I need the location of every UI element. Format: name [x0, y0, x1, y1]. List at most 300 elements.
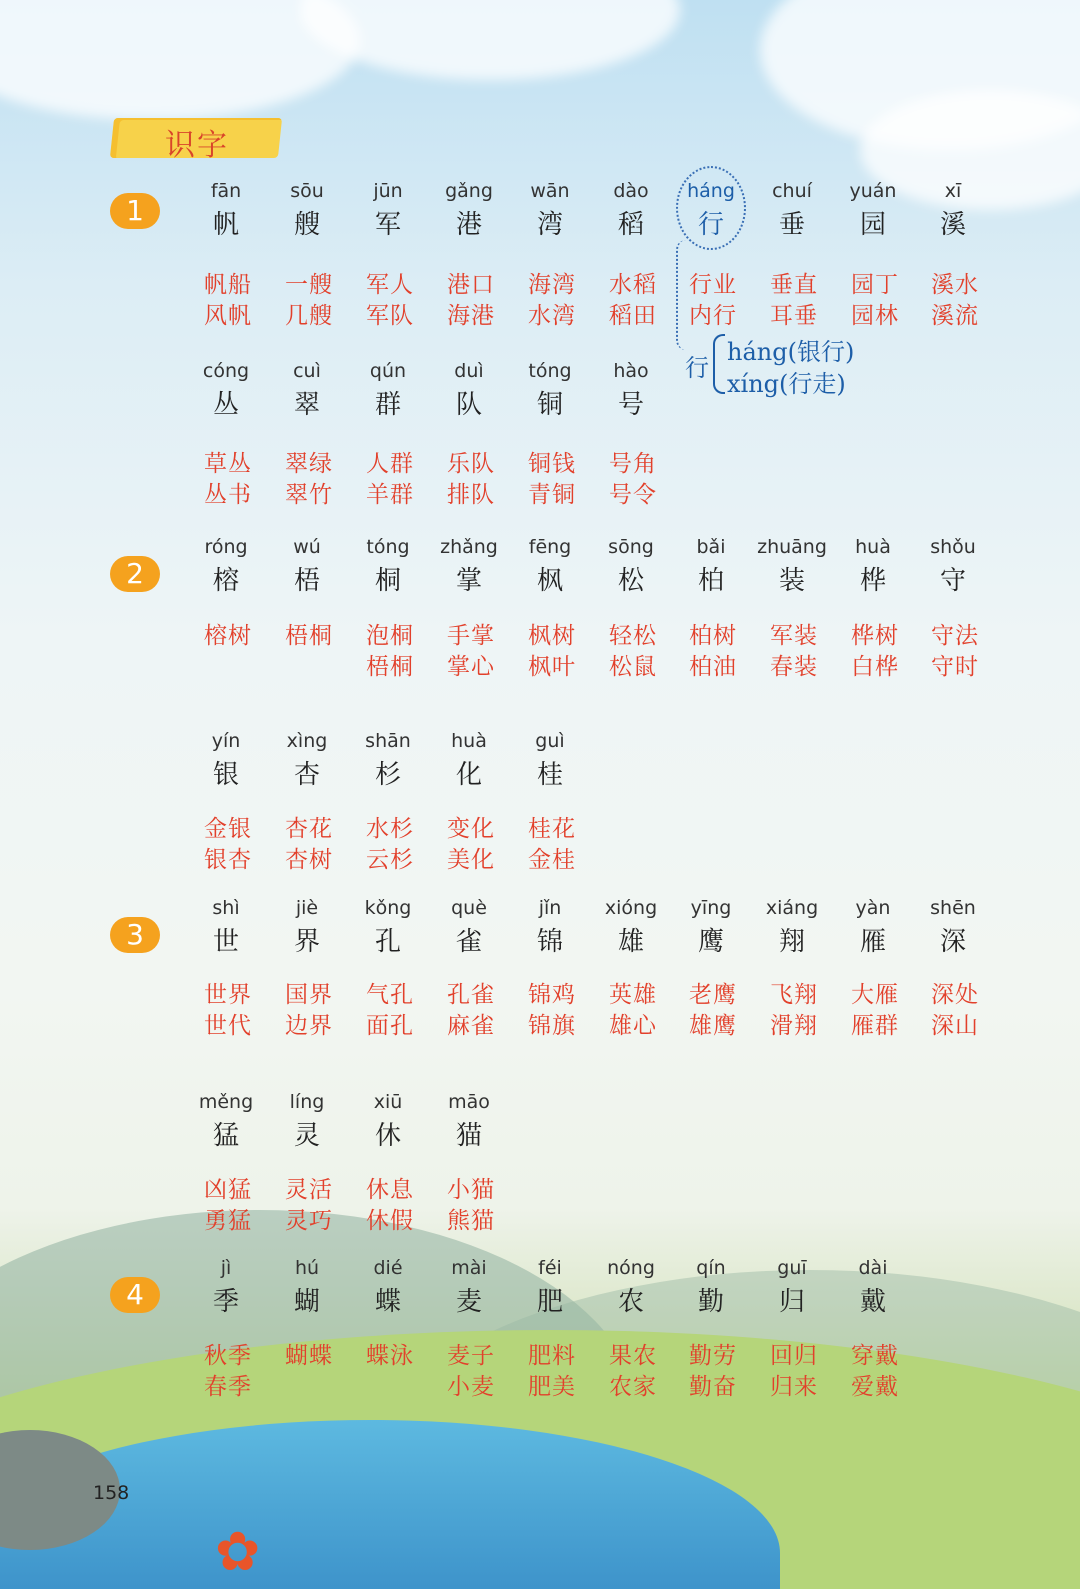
word-2: 云杉 — [366, 847, 414, 873]
word-pair — [512, 814, 592, 876]
word-pair — [512, 621, 592, 683]
word-2: 柏油 — [689, 654, 737, 680]
hanzi: 杏 — [293, 760, 320, 790]
hanzi: 柏 — [697, 566, 724, 596]
pinyin: yīng — [690, 897, 732, 919]
char-cell — [833, 1257, 913, 1318]
word-pair — [269, 1175, 349, 1237]
word-pair — [593, 270, 673, 332]
word-pair — [673, 980, 753, 1042]
word-1: 梧桐 — [285, 623, 333, 649]
word-2: 几艘 — [285, 303, 333, 329]
hanzi: 翠 — [293, 390, 320, 420]
pinyin: sōng — [608, 536, 654, 558]
char-cell — [913, 536, 993, 597]
word-2: 爱戴 — [851, 1374, 899, 1400]
hanzi: 桂 — [536, 760, 563, 790]
word-pair — [188, 814, 268, 876]
pinyin: xī — [944, 180, 962, 202]
hanzi: 号 — [617, 390, 644, 420]
highlight-circle — [676, 166, 746, 250]
word-1: 帆船 — [204, 272, 252, 298]
pinyin: chuí — [772, 180, 812, 202]
hanzi: 雁 — [859, 927, 886, 957]
char-cell — [671, 1257, 751, 1318]
word-2: 梧桐 — [366, 654, 414, 680]
hanzi: 艘 — [293, 210, 320, 240]
hanzi: 军 — [374, 210, 401, 240]
hanzi: 银 — [212, 760, 239, 790]
hanzi: 队 — [455, 390, 482, 420]
word-1: 港口 — [447, 272, 495, 298]
char-cell — [429, 1257, 509, 1318]
char-cell — [833, 897, 913, 958]
word-2: 溪流 — [931, 303, 979, 329]
word-2: 青铜 — [528, 482, 576, 508]
word-1: 锦鸡 — [528, 982, 576, 1008]
word-1: 飞翔 — [770, 982, 818, 1008]
word-pair — [835, 270, 915, 332]
word-2: 肥美 — [528, 1374, 576, 1400]
word-2: 园林 — [851, 303, 899, 329]
char-cell — [186, 360, 266, 421]
word-1: 手掌 — [447, 623, 495, 649]
word-pair — [512, 980, 592, 1042]
word-2: 美化 — [447, 847, 495, 873]
word-pair — [512, 449, 592, 511]
pinyin: bǎi — [696, 536, 726, 558]
word-1: 小猫 — [447, 1177, 495, 1203]
word-pair — [269, 270, 349, 332]
pinyin: shān — [365, 730, 411, 752]
word-1: 草丛 — [204, 451, 252, 477]
pinyin: qún — [369, 360, 407, 382]
char-cell — [348, 897, 428, 958]
word-1: 桂花 — [528, 816, 576, 842]
hanzi: 铜 — [536, 390, 563, 420]
word-pair — [269, 814, 349, 876]
char-cell — [267, 1257, 347, 1318]
char-cell — [186, 536, 266, 597]
word-pair — [754, 980, 834, 1042]
word-2: 熊猫 — [447, 1208, 495, 1234]
char-cell — [752, 1257, 832, 1318]
pinyin: wān — [530, 180, 570, 202]
char-cell — [348, 536, 428, 597]
hanzi: 世 — [212, 927, 239, 957]
word-2: 雁群 — [851, 1013, 899, 1039]
pinyin: hào — [613, 360, 649, 382]
char-cell — [429, 897, 509, 958]
char-cell — [186, 897, 266, 958]
brace-icon — [713, 334, 725, 394]
hanzi: 丛 — [212, 390, 239, 420]
word-2: 边界 — [285, 1013, 333, 1039]
word-1: 垂直 — [770, 272, 818, 298]
pinyin: kǒng — [364, 897, 412, 919]
word-2: 勇猛 — [204, 1208, 252, 1234]
word-1: 桦树 — [851, 623, 899, 649]
word-1: 勤劳 — [689, 1343, 737, 1369]
word-pair — [188, 980, 268, 1042]
word-2: 风帆 — [204, 303, 252, 329]
word-2 — [188, 652, 268, 683]
word-2: 深山 — [931, 1013, 979, 1039]
char-cell — [510, 536, 590, 597]
word-1: 英雄 — [609, 982, 657, 1008]
word-pair — [269, 621, 349, 683]
section-badge: 1 — [110, 193, 160, 229]
word-1: 麦子 — [447, 1343, 495, 1369]
hanzi: 梧 — [293, 566, 320, 596]
word-pair — [269, 1341, 349, 1403]
word-pair — [188, 1175, 268, 1237]
word-pair — [754, 621, 834, 683]
word-1: 行业 — [689, 272, 737, 298]
word-1: 乐队 — [447, 451, 495, 477]
word-1: 园丁 — [851, 272, 899, 298]
word-pair — [431, 814, 511, 876]
pinyin: shì — [212, 897, 240, 919]
word-pair — [835, 1341, 915, 1403]
word-2: 松鼠 — [609, 654, 657, 680]
pinyin: yàn — [855, 897, 891, 919]
hanzi: 守 — [939, 566, 966, 596]
note-reading-1: háng(银行) — [727, 338, 855, 366]
word-pair — [350, 814, 430, 876]
pinyin: gǎng — [445, 180, 493, 202]
hanzi: 湾 — [536, 210, 563, 240]
word-pair — [593, 449, 673, 511]
pinyin: guì — [535, 730, 565, 752]
char-cell — [348, 1257, 428, 1318]
pinyin: měng — [198, 1091, 254, 1113]
pinyin: yín — [211, 730, 241, 752]
word-1: 灵活 — [285, 1177, 333, 1203]
word-pair — [593, 621, 673, 683]
word-2: 海港 — [447, 303, 495, 329]
char-cell — [267, 360, 347, 421]
word-1: 变化 — [447, 816, 495, 842]
char-cell — [671, 536, 751, 597]
word-pair — [188, 449, 268, 511]
section-badge: 3 — [110, 917, 160, 953]
word-1: 军装 — [770, 623, 818, 649]
word-2: 守时 — [931, 654, 979, 680]
pinyin: tóng — [528, 360, 572, 382]
word-1: 人群 — [366, 451, 414, 477]
word-1: 轻松 — [609, 623, 657, 649]
word-1: 老鹰 — [689, 982, 737, 1008]
pinyin: jiè — [295, 897, 319, 919]
word-2: 枫叶 — [528, 654, 576, 680]
word-pair — [188, 1341, 268, 1403]
word-pair — [673, 621, 753, 683]
pinyin: jì — [220, 1257, 232, 1279]
word-2: 滑翔 — [770, 1013, 818, 1039]
word-2: 归来 — [770, 1374, 818, 1400]
word-pair — [431, 270, 511, 332]
section-badge: 4 — [110, 1277, 160, 1313]
word-pair — [835, 980, 915, 1042]
word-1: 穿戴 — [851, 1343, 899, 1369]
hanzi: 垂 — [778, 210, 805, 240]
pinyin: mài — [451, 1257, 487, 1279]
word-1: 号角 — [609, 451, 657, 477]
pinyin: xióng — [604, 897, 658, 919]
word-1: 秋季 — [204, 1343, 252, 1369]
pinyin: duì — [454, 360, 484, 382]
word-1: 肥料 — [528, 1343, 576, 1369]
char-cell — [267, 897, 347, 958]
char-cell — [833, 536, 913, 597]
word-pair — [431, 621, 511, 683]
hanzi: 掌 — [455, 566, 482, 596]
section-badge: 2 — [110, 556, 160, 592]
char-cell — [186, 1091, 266, 1152]
hanzi: 锦 — [536, 927, 563, 957]
hanzi: 桦 — [859, 566, 886, 596]
pinyin: sōu — [290, 180, 324, 202]
word-1: 果农 — [609, 1343, 657, 1369]
word-pair — [754, 1341, 834, 1403]
word-2: 世代 — [204, 1013, 252, 1039]
hanzi: 休 — [374, 1121, 401, 1151]
hanzi: 桐 — [374, 566, 401, 596]
pinyin: dào — [613, 180, 649, 202]
word-pair — [431, 449, 511, 511]
word-2: 耳垂 — [770, 303, 818, 329]
section-title: 识字 — [165, 128, 229, 163]
word-2: 小麦 — [447, 1374, 495, 1400]
pinyin: huà — [451, 730, 487, 752]
hanzi: 归 — [778, 1287, 805, 1317]
char-cell — [510, 180, 590, 241]
hanzi: 行 — [697, 210, 724, 240]
word-1: 柏树 — [689, 623, 737, 649]
char-cell — [510, 360, 590, 421]
word-1: 大雁 — [851, 982, 899, 1008]
word-pair — [431, 980, 511, 1042]
hanzi: 灵 — [293, 1121, 320, 1151]
word-1: 铜钱 — [528, 451, 576, 477]
word-pair — [350, 1175, 430, 1237]
char-cell — [186, 180, 266, 241]
char-cell — [591, 1257, 671, 1318]
hanzi: 群 — [374, 390, 401, 420]
char-cell — [348, 730, 428, 791]
word-pair — [350, 270, 430, 332]
hanzi: 装 — [778, 566, 805, 596]
word-1: 孔雀 — [447, 982, 495, 1008]
word-2: 内行 — [689, 303, 737, 329]
word-2: 勤奋 — [689, 1374, 737, 1400]
word-1: 凶猛 — [204, 1177, 252, 1203]
char-cell — [510, 730, 590, 791]
word-2: 银杏 — [204, 847, 252, 873]
word-2: 春季 — [204, 1374, 252, 1400]
word-1: 深处 — [931, 982, 979, 1008]
pinyin: cóng — [202, 360, 250, 382]
char-cell — [913, 180, 993, 241]
pinyin: xìng — [286, 730, 328, 752]
word-pair — [915, 270, 995, 332]
word-pair — [512, 270, 592, 332]
flower-icon: ✿ — [215, 1520, 261, 1583]
word-1: 金银 — [204, 816, 252, 842]
word-pair — [835, 621, 915, 683]
word-2: 羊群 — [366, 482, 414, 508]
hanzi: 孔 — [374, 927, 401, 957]
word-2: 杏树 — [285, 847, 333, 873]
hanzi: 深 — [939, 927, 966, 957]
pinyin: zhuāng — [757, 536, 827, 558]
word-pair — [350, 980, 430, 1042]
char-cell — [591, 360, 671, 421]
word-pair — [512, 1341, 592, 1403]
dotted-connector — [676, 240, 698, 350]
word-2: 灵巧 — [285, 1208, 333, 1234]
word-2: 号令 — [609, 482, 657, 508]
hanzi: 季 — [212, 1287, 239, 1317]
hanzi: 翔 — [778, 927, 805, 957]
pinyin: fān — [210, 180, 242, 202]
word-pair — [269, 980, 349, 1042]
word-2: 休假 — [366, 1208, 414, 1234]
word-2: 面孔 — [366, 1013, 414, 1039]
word-1: 杏花 — [285, 816, 333, 842]
word-pair — [915, 621, 995, 683]
hanzi: 蝴 — [293, 1287, 320, 1317]
word-pair — [269, 449, 349, 511]
hanzi: 稻 — [617, 210, 644, 240]
pinyin: wú — [293, 536, 321, 558]
pinyin: guī — [777, 1257, 807, 1279]
char-cell — [591, 180, 671, 241]
word-1: 休息 — [366, 1177, 414, 1203]
char-cell — [267, 1091, 347, 1152]
char-cell — [591, 536, 671, 597]
hanzi: 勤 — [697, 1287, 724, 1317]
char-cell — [348, 1091, 428, 1152]
char-cell — [186, 730, 266, 791]
char-cell — [348, 360, 428, 421]
word-2: 丛书 — [204, 482, 252, 508]
pinyin: jǐn — [538, 897, 562, 919]
char-cell — [186, 1257, 266, 1318]
char-cell — [267, 180, 347, 241]
word-2 — [269, 1372, 349, 1403]
word-pair — [350, 449, 430, 511]
hanzi: 榕 — [212, 566, 239, 596]
hanzi: 鹰 — [697, 927, 724, 957]
word-2: 水湾 — [528, 303, 576, 329]
pinyin: zhǎng — [440, 536, 498, 558]
hanzi: 松 — [617, 566, 644, 596]
word-1: 翠绿 — [285, 451, 333, 477]
word-1: 回归 — [770, 1343, 818, 1369]
word-pair — [593, 980, 673, 1042]
hanzi: 农 — [617, 1287, 644, 1317]
hanzi: 猛 — [212, 1121, 239, 1151]
pinyin: tóng — [366, 536, 410, 558]
word-pair — [431, 1175, 511, 1237]
word-2: 锦旗 — [528, 1013, 576, 1039]
pinyin: cuì — [293, 360, 321, 382]
note-reading-2: xíng(行走) — [727, 370, 846, 398]
char-cell — [752, 897, 832, 958]
char-cell — [591, 897, 671, 958]
char-cell — [267, 536, 347, 597]
hanzi: 猫 — [455, 1121, 482, 1151]
word-2: 稻田 — [609, 303, 657, 329]
word-1: 世界 — [204, 982, 252, 1008]
char-cell — [429, 536, 509, 597]
word-pair — [188, 270, 268, 332]
word-1: 溪水 — [931, 272, 979, 298]
word-2: 雄心 — [609, 1013, 657, 1039]
word-2: 农家 — [609, 1374, 657, 1400]
hanzi: 肥 — [536, 1287, 563, 1317]
pinyin: líng — [289, 1091, 325, 1113]
word-2 — [269, 652, 349, 683]
pinyin: shēn — [930, 897, 976, 919]
word-1: 榕树 — [204, 623, 252, 649]
word-pair — [593, 1341, 673, 1403]
word-2 — [350, 1372, 430, 1403]
word-1: 守法 — [931, 623, 979, 649]
pinyin: háng — [687, 180, 735, 202]
pinyin: xiū — [373, 1091, 403, 1113]
hanzi: 枫 — [536, 566, 563, 596]
pinyin: huà — [855, 536, 891, 558]
word-2: 白桦 — [851, 654, 899, 680]
char-cell — [429, 360, 509, 421]
char-cell — [348, 180, 428, 241]
word-1: 国界 — [285, 982, 333, 1008]
word-pair — [673, 1341, 753, 1403]
hanzi: 港 — [455, 210, 482, 240]
pinyin: dié — [373, 1257, 403, 1279]
char-cell — [429, 1091, 509, 1152]
word-1: 军人 — [366, 272, 414, 298]
hanzi: 化 — [455, 760, 482, 790]
word-pair — [915, 980, 995, 1042]
word-1: 水杉 — [366, 816, 414, 842]
word-2: 麻雀 — [447, 1013, 495, 1039]
hanzi: 雀 — [455, 927, 482, 957]
word-pair — [431, 1341, 511, 1403]
pinyin: qín — [696, 1257, 726, 1279]
char-cell — [752, 180, 832, 241]
word-1: 枫树 — [528, 623, 576, 649]
note-char: 行 — [685, 354, 709, 382]
word-pair — [188, 621, 268, 683]
pinyin: xiáng — [765, 897, 819, 919]
char-cell — [671, 897, 751, 958]
hanzi: 杉 — [374, 760, 401, 790]
char-cell — [510, 1257, 590, 1318]
word-1: 气孔 — [366, 982, 414, 1008]
pinyin: hú — [294, 1257, 320, 1279]
word-2: 军队 — [366, 303, 414, 329]
word-pair — [350, 1341, 430, 1403]
char-cell — [267, 730, 347, 791]
hanzi: 园 — [859, 210, 886, 240]
hanzi: 雄 — [617, 927, 644, 957]
pinyin: nóng — [607, 1257, 655, 1279]
word-1: 水稻 — [609, 272, 657, 298]
